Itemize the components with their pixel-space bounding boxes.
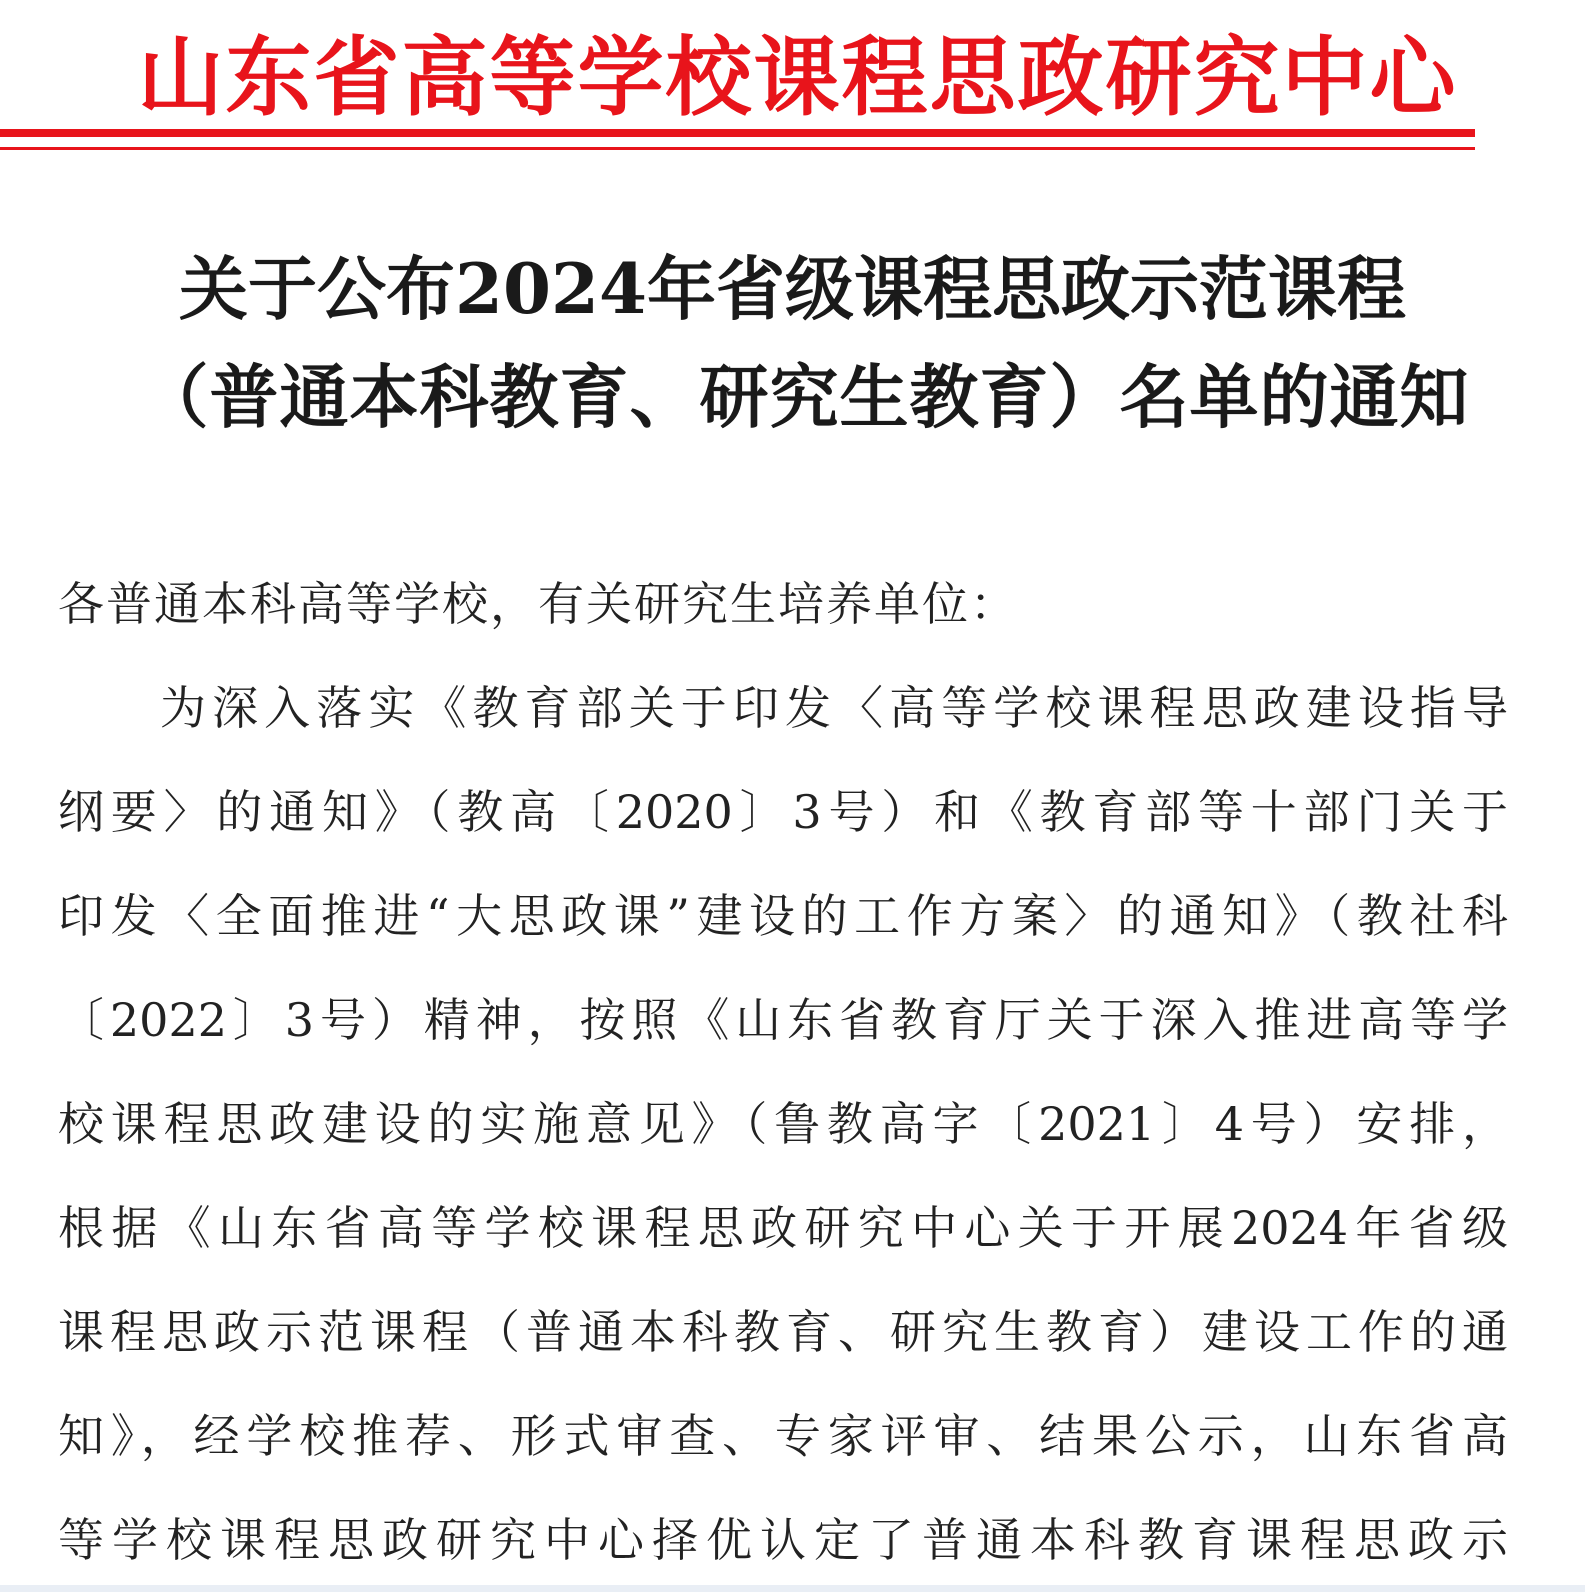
body-line-2: 纲要〉的通知》（教高〔2020〕3号）和《教育部等十部门关于 bbox=[58, 785, 1508, 839]
salutation: 各普通本科高等学校，有关研究生培养单位： bbox=[58, 577, 1018, 631]
org-letterhead-title: 山东省高等学校课程思政研究中心 bbox=[137, 27, 1458, 128]
letterhead-rule-thin bbox=[0, 147, 1475, 150]
window-bottom-edge bbox=[0, 1585, 1585, 1592]
body-line-4: 〔2022〕3号）精神，按照《山东省教育厅关于深入推进高等学 bbox=[58, 993, 1508, 1047]
body-line-9: 等学校课程思政研究中心择优认定了普通本科教育课程思政示 bbox=[58, 1513, 1508, 1567]
body-line-8: 知》，经学校推荐、形式审查、专家评审、结果公示，山东省高 bbox=[58, 1409, 1508, 1463]
letterhead-rule-thick bbox=[0, 129, 1475, 137]
body-line-3: 印发〈全面推进“大思政课”建设的工作方案〉的通知》（教社科 bbox=[58, 889, 1508, 943]
body-line-1: 为深入落实《教育部关于印发〈高等学校课程思政建设指导 bbox=[160, 681, 1508, 735]
document-title-line-2: （普通本科教育、研究生教育）名单的通知 bbox=[139, 357, 1470, 438]
document-title-line-1: 关于公布2024年省级课程思政示范课程 bbox=[178, 249, 1407, 330]
body-line-7: 课程思政示范课程（普通本科教育、研究生教育）建设工作的通 bbox=[58, 1305, 1508, 1359]
body-line-6: 根据《山东省高等学校课程思政研究中心关于开展2024年省级 bbox=[58, 1201, 1508, 1255]
body-line-5: 校课程思政建设的实施意见》（鲁教高字〔2021〕4号）安排， bbox=[58, 1097, 1508, 1151]
